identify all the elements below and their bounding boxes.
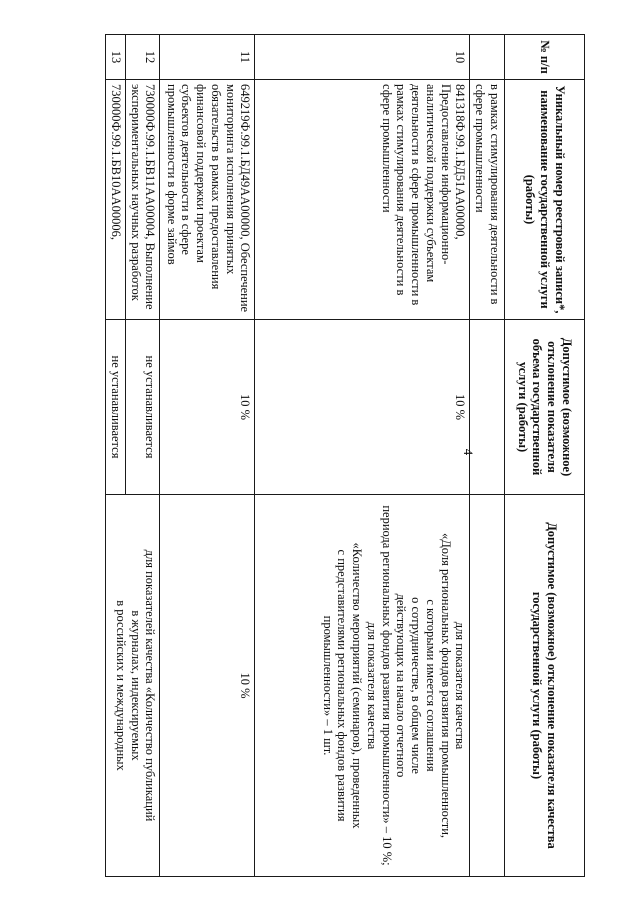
quality-line: для показателя качества	[453, 621, 468, 750]
quality-line: в российских и международных	[114, 600, 128, 771]
row-service: в рамках стимулирования деятельности в сфере промышленности	[470, 80, 505, 320]
row-service: 730000Ф.99.1.БВ10АА00006,	[106, 80, 126, 320]
table-row	[126, 35, 161, 877]
quality-line: для показателя качества	[365, 621, 379, 750]
quality-line: с которыми имеется соглашения	[424, 599, 438, 772]
header-service: Уникальный номер реестровой записи*, наименование государственной услуги (работы)	[505, 80, 585, 320]
quality-line: периода региональных фондов развития промышленности» – 10 %;	[379, 505, 394, 866]
quality-line: промышленности» – 1 шт.	[320, 615, 335, 756]
table-rotated-container	[109, 34, 585, 876]
row-quality	[470, 495, 505, 877]
quality-line: в журналах, индексируемых	[128, 610, 143, 761]
quality-line: с представителями региональных фондов развития	[335, 549, 350, 822]
row-num: 12	[126, 35, 161, 80]
row-service: 649219Ф.99.1.БД49АА00000, Обеспечение мониторинга исполнения принятых обязательств в рамках предоставления финансовой поддержки проектам субъектов деятельности в сфере промышленности в форме займов	[160, 80, 255, 320]
table-row	[470, 35, 505, 877]
quality-line: 10 %	[238, 672, 253, 699]
row-num: 13	[106, 35, 126, 80]
header-num: № п/п	[505, 35, 585, 80]
row-num: 11	[160, 35, 255, 80]
header-volume-deviation: Допустимое (возможное) отклонение показателя объема государственной услуги (работы)	[505, 320, 585, 495]
deviation-table	[105, 34, 585, 877]
page-number: 4	[461, 448, 476, 456]
quality-line: действующих на начало отчетного	[394, 593, 409, 778]
quality-line: «Количество мероприятий (семинаров), проведенных	[350, 542, 365, 829]
table-row	[160, 35, 255, 877]
row-volume: 10 %	[160, 320, 255, 495]
row-volume: не устанавливается	[106, 320, 126, 495]
row-volume: 10 %	[255, 320, 470, 495]
quality-line: о сотрудничестве, в общем числе	[409, 597, 424, 774]
row-quality	[106, 495, 160, 877]
row-quality	[255, 495, 470, 877]
table-header-row	[505, 35, 585, 877]
row-num	[470, 35, 505, 80]
table-row	[255, 35, 470, 877]
row-service: 730000Ф.99.1.БВ11АА00004, Выполнение экспериментальных научных разработок	[126, 80, 161, 320]
row-num: 10	[255, 35, 470, 80]
row-volume: не устанавливается	[126, 320, 161, 495]
row-quality	[160, 495, 255, 877]
quality-line: «Доля региональных фондов развития промышленности,	[438, 532, 453, 839]
row-volume	[470, 320, 505, 495]
header-quality-deviation: Допустимое (возможное) отклонение показателя качества государственной услуги (работы)	[505, 495, 585, 877]
quality-line: для показателей качества «Количество публикаций	[143, 549, 158, 822]
row-service: 841318Ф.99.1.БД51АА00000, Предоставление информационно-аналитической поддержки субъектам деятельности в сфере промышленности в рамках стимулирования деятельности в сфере промышленности	[255, 80, 470, 320]
